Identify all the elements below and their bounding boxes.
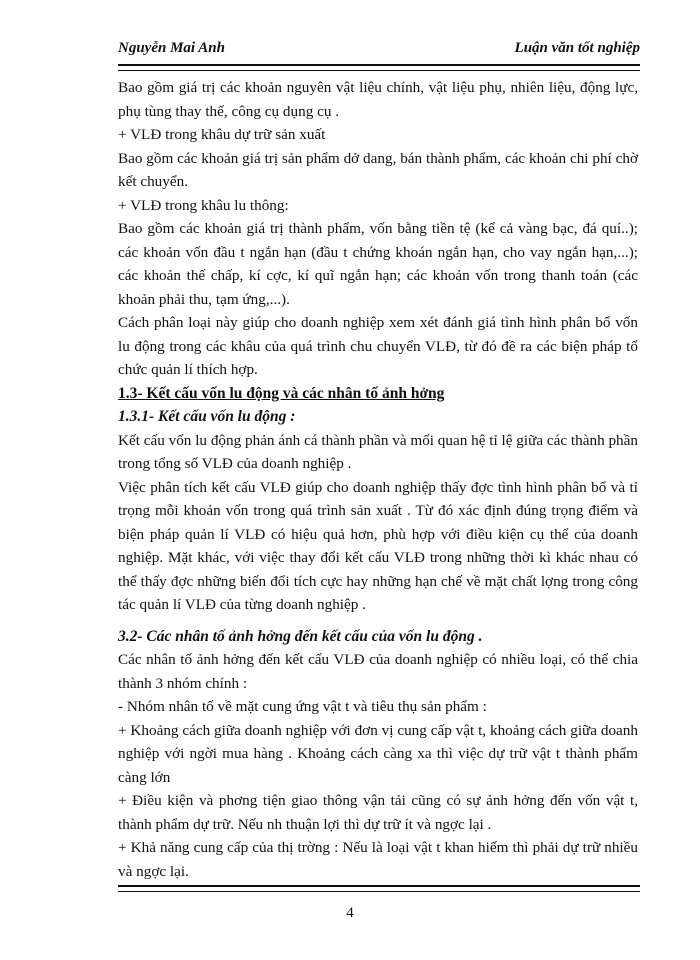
paragraph: + VLĐ trong khâu dự trữ sản xuất — [118, 126, 326, 143]
paragraph: Cách phân loại này giúp cho doanh nghiệp xem xét đánh giá tình hình phân bổ vốn lu động trong các khâu của quá trình chu chuyển VLĐ, từ đó đề ra các biện pháp tổ chức quản lí thích hợp. — [118, 314, 638, 378]
paragraph: - Nhóm nhân tố về mặt cung ứng vật t và tiêu thụ sản phẩm : — [118, 698, 487, 715]
header-divider — [118, 64, 640, 71]
header-thesis-title: Luận văn tốt nghiệp — [514, 40, 640, 56]
paragraph: + VLĐ trong khâu lu thông: — [118, 196, 289, 214]
paragraph: Các nhân tố ảnh hởng đến kết cấu VLĐ của doanh nghiệp có nhiều loại, có thể chia thành 3 nhóm chính : — [118, 651, 638, 692]
spacer — [118, 617, 638, 625]
page-body — [118, 76, 638, 883]
section-heading-1-3: 1.3- Kết cấu vốn lu động và các nhân tố ảnh hởng — [118, 384, 445, 402]
section-heading-1-3-1: 1.3.1- Kết cấu vốn lu động : — [118, 408, 296, 425]
paragraph: Bao gồm giá trị các khoản nguyên vật liệu chính, vật liệu phụ, nhiên liệu, động lực, phụ tùng thay thế, công cụ dụng cụ . — [118, 79, 638, 120]
paragraph: Kết cấu vốn lu động phản ánh cá thành phần và mối quan hệ tỉ lệ giữa các thành phần trong tổng số VLĐ của doanh nghiệp . — [118, 431, 638, 472]
header-author: Nguyễn Mai Anh — [118, 40, 225, 56]
paragraph: Bao gồm các khoản giá trị thành phẩm, vốn bằng tiền tệ (kể cả vàng bạc, đá quí..); các khoản vốn đầu t ngắn hạn (đầu t chứng khoán ngắn hạn, cho vay ngắn hạn,...); các khoản thế chấp, kí cợc, kí quĩ ngắn hạn; các khoản vốn trong thanh toán (các khoản phải thu, tạm ứng,...). — [118, 220, 638, 308]
page-header — [118, 38, 640, 62]
paragraph: Việc phân tích kết cấu VLĐ giúp cho doanh nghiệp thấy đợc tình hình phân bổ và tỉ trọng mỗi khoản vốn trong quá trình sản xuất . Từ đó xác định đúng trọng điểm và biện pháp quản lí VLĐ có hiệu quả hơn, phù hợp với điều kiện cụ thể của doanh nghiệp. Mặt khác, với việc thay đổi kết cấu VLĐ trong những thời kì khác nhau có thể thấy đợc những biến đổi tích cực hay những hạn chế về mặt chất lợng trong công tác quản lí VLĐ của từng doanh nghiệp . — [118, 478, 638, 613]
paragraph: + Điều kiện và phơng tiện giao thông vận tải cũng có sự ảnh hởng đến vốn vật t, thành phẩm dự trữ. Nếu nh thuận lợi thì dự trữ ít và ngợc lại . — [118, 792, 638, 833]
paragraph: Bao gồm các khoản giá trị sản phẩm dở dang, bán thành phẩm, các khoản chi phí chờ kết chuyển. — [118, 149, 638, 190]
page-number: 4 — [346, 905, 354, 921]
footer-divider — [118, 885, 640, 892]
paragraph: + Khoảng cách giữa doanh nghiệp với đơn vị cung cấp vật t, khoảng cách giữa doanh nghiệp với ngời mua hàng . Khoảng cách càng xa thì việc dự trữ vật t thành phẩm càng lớn — [118, 721, 638, 786]
paragraph: + Khả năng cung cấp của thị trờng : Nếu là loại vật t khan hiếm thì phải dự trữ nhiều và ngợc lại. — [118, 839, 638, 880]
section-heading-3-2: 3.2- Các nhân tố ảnh hởng đến kết cấu của vốn lu động . — [118, 627, 483, 645]
